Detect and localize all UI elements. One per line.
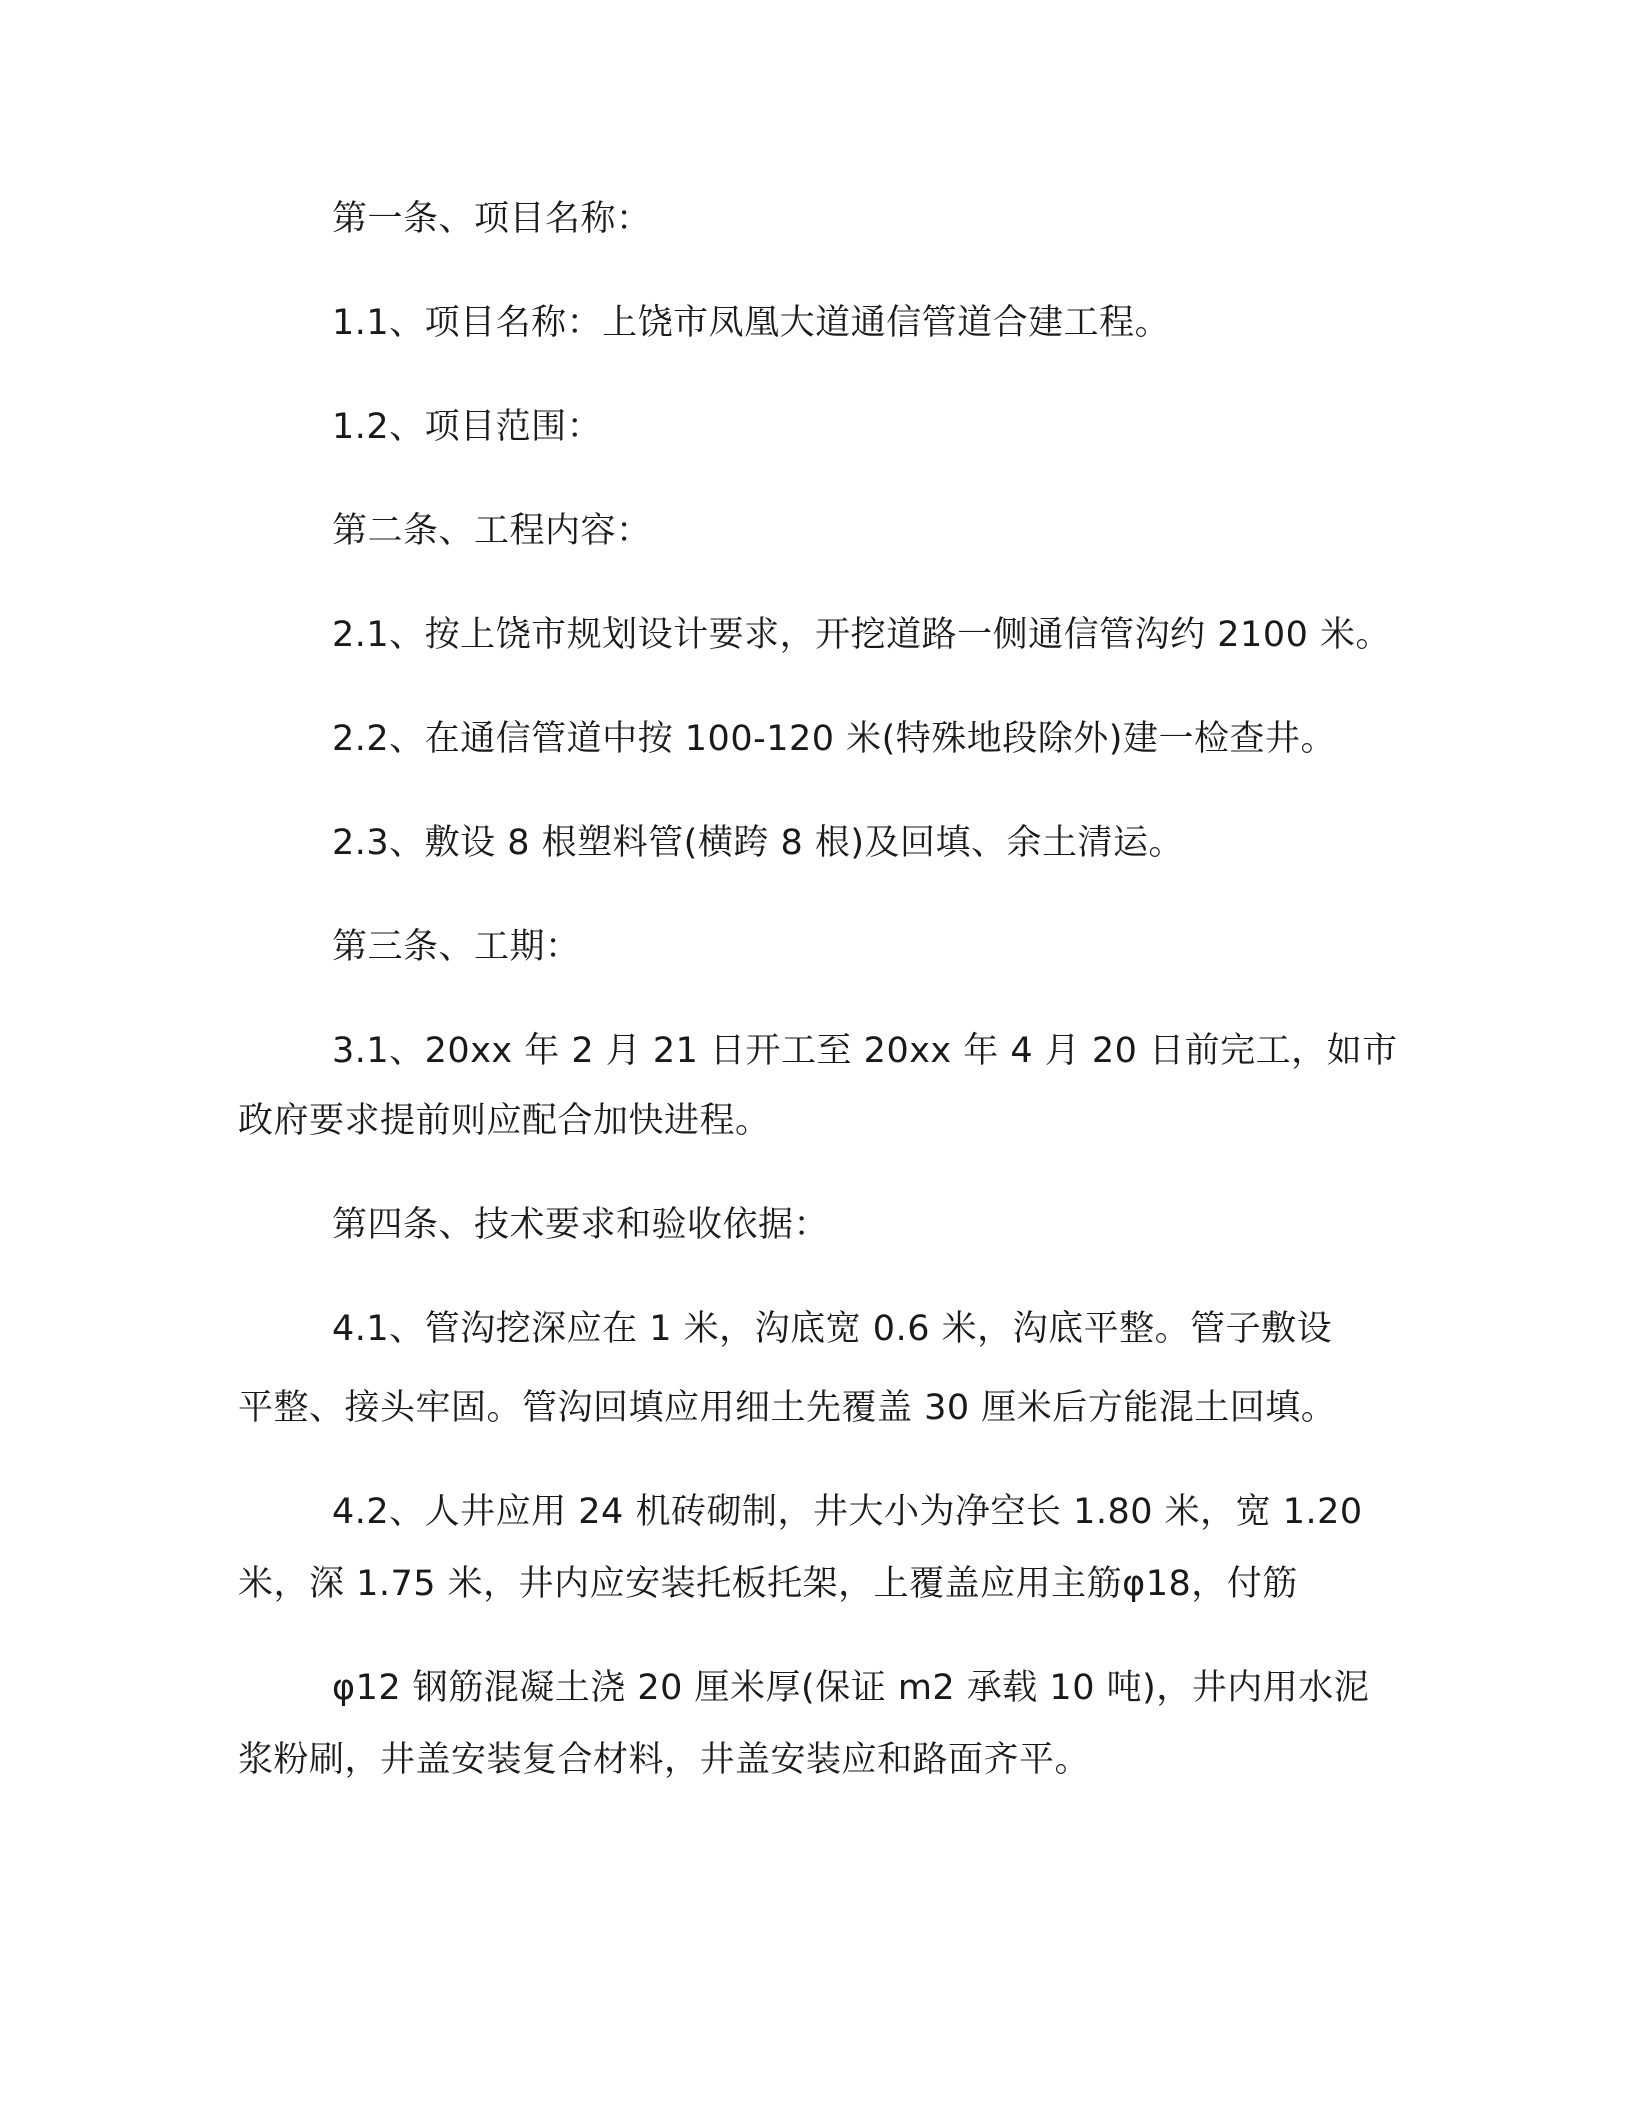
- clause-1-2: 1.2、项目范围：: [332, 407, 603, 447]
- clause-3-1-line-2: 政府要求提前则应配合加快进程。: [238, 1101, 771, 1141]
- article-4-heading: 第四条、技术要求和验收依据：: [332, 1205, 830, 1245]
- clause-4-2-line-3: φ12 钢筋混凝土浇 20 厘米厚(保证 m2 承载 10 吨)，井内用水泥: [332, 1668, 1370, 1708]
- clause-4-1-line-2: 平整、接头牢固。管沟回填应用细土先覆盖 30 厘米后方能混土回填。: [238, 1388, 1337, 1428]
- clause-4-2-line-1: 4.2、人井应用 24 机砖砌制，井大小为净空长 1.80 米，宽 1.20: [332, 1492, 1363, 1532]
- article-3-heading: 第三条、工期：: [332, 927, 581, 967]
- clause-3-1-line-1: 3.1、20xx 年 2 月 21 日开工至 20xx 年 4 月 20 日前完工，如市: [332, 1031, 1398, 1071]
- clause-4-2-line-2: 米，深 1.75 米，井内应安装托板托架，上覆盖应用主筋φ18，付筋: [238, 1564, 1298, 1604]
- article-1-heading: 第一条、项目名称：: [332, 199, 652, 239]
- clause-2-2: 2.2、在通信管道中按 100-120 米(特殊地段除外)建一检查井。: [332, 719, 1336, 759]
- clause-2-3: 2.3、敷设 8 根塑料管(横跨 8 根)及回填、余土清运。: [332, 823, 1185, 863]
- article-2-heading: 第二条、工程内容：: [332, 511, 652, 551]
- clause-4-2-line-4: 浆粉刷，井盖安装复合材料，井盖安装应和路面齐平。: [238, 1740, 1091, 1780]
- clause-2-1: 2.1、按上饶市规划设计要求，开挖道路一侧通信管沟约 2100 米。: [332, 615, 1391, 655]
- clause-4-1-line-1: 4.1、管沟挖深应在 1 米，沟底宽 0.6 米，沟底平整。管子敷设: [332, 1309, 1333, 1349]
- clause-1-1: 1.1、项目名称：上饶市凤凰大道通信管道合建工程。: [332, 303, 1171, 343]
